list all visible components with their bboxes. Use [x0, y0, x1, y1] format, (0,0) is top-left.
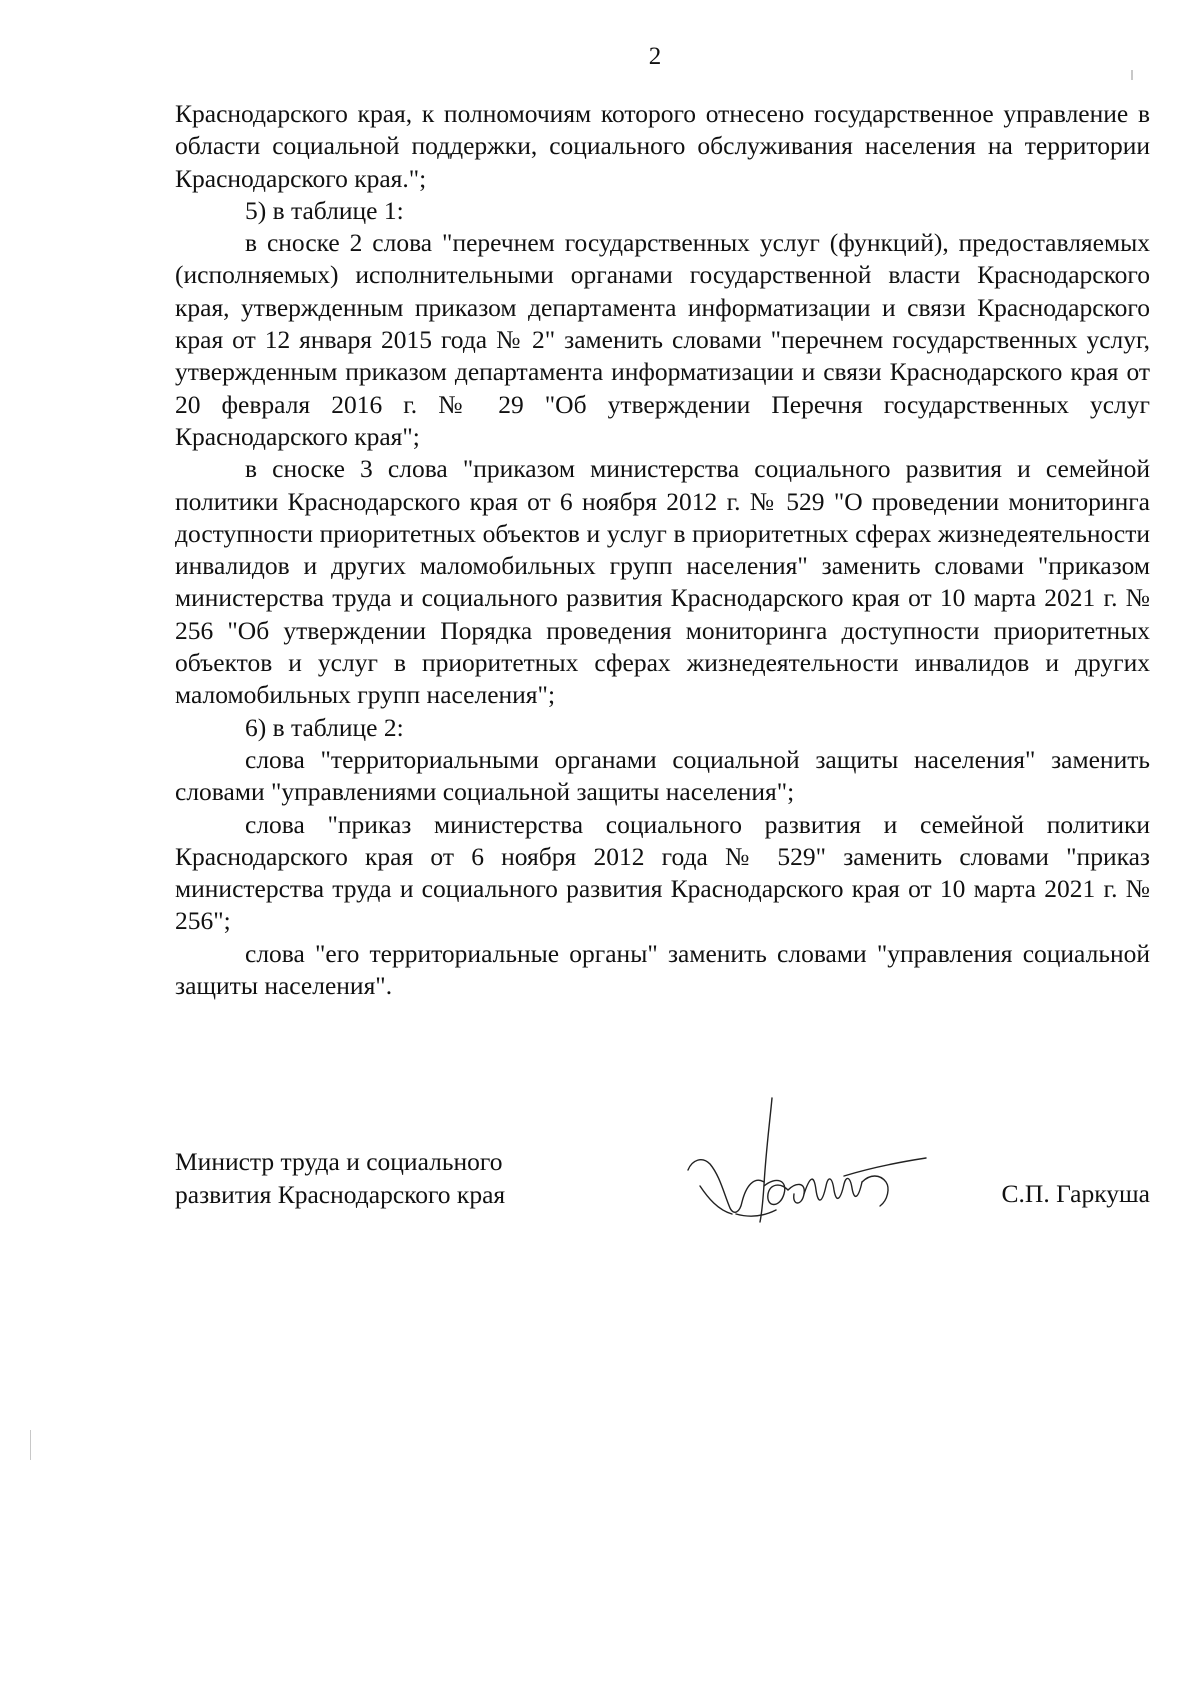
- page-number: 2: [648, 43, 662, 70]
- paragraph-item-6: 6) в таблице 2:: [245, 712, 404, 742]
- paragraph-footnote-2: в сноске 2 слова "перечнем государственных услуг (функций), предоставляемых (исполняемых) исполнительными органами государственной власти Краснодарского края, утвержденным приказом департамента информатизации и связи Краснодарского края от 12 января 2015 года № 2" заменить словами "перечнем государственных услуг, утвержденным приказом департамента информатизации и связи Краснодарского края от 20 февраля 2016 г. № 29 "Об утверждении Перечня государственных услуг Краснодарского края";: [175, 228, 1150, 451]
- paragraph-footnote-3: в сноске 3 слова "приказом министерства социального развития и семейной политики Краснодарского края от 6 ноября 2012 г. № 529 "О проведении мониторинга доступности приоритетных объектов и услуг в приоритетных сферах жизнедеятельности инвалидов и других маломобильных групп населения" заменить словами "приказом министерства труда и социального развития Краснодарского края от 10 марта 2021 г. № 256 "Об утверждении Порядка проведения мониторинга доступности приоритетных объектов и услуг в приоритетных сферах жизнедеятельности инвалидов и других маломобильных групп населения";: [175, 454, 1150, 710]
- paragraph-replacement-3: слова "его территориальные органы" заменить словами "управления социальной защиты населения".: [175, 938, 1150, 1001]
- scan-artifact: [1131, 70, 1133, 80]
- handwritten-signature-image: [680, 1090, 930, 1230]
- paragraph-item-5: 5) в таблице 1:: [245, 195, 404, 225]
- signatory-name: С.П. Гаркуша: [1001, 1179, 1150, 1208]
- paragraph-replacement-1: слова "территориальными органами социальной защиты населения" заменить словами "управлениями социальной защиты населения";: [175, 744, 1150, 807]
- signatory-title-line: Министр труда и социального: [175, 1147, 503, 1176]
- scan-artifact: [30, 1430, 31, 1460]
- paragraph-replacement-2: слова "приказ министерства социального развития и семейной политики Краснодарского края от 6 ноября 2012 года № 529" заменить словами "приказ министерства труда и социального развития Краснодарского края от 10 марта 2021 г. № 256";: [175, 809, 1150, 936]
- signatory-title-line: развития Краснодарского края: [175, 1180, 506, 1209]
- signatory-title: [175, 1145, 595, 1211]
- document-body: [175, 98, 1150, 1002]
- signature-block: [175, 1145, 1150, 1275]
- paragraph-continuation: Краснодарского края, к полномочиям которого отнесено государственное управление в области социальной поддержки, социального обслуживания населения на территории Краснодарского края.";: [175, 99, 1150, 193]
